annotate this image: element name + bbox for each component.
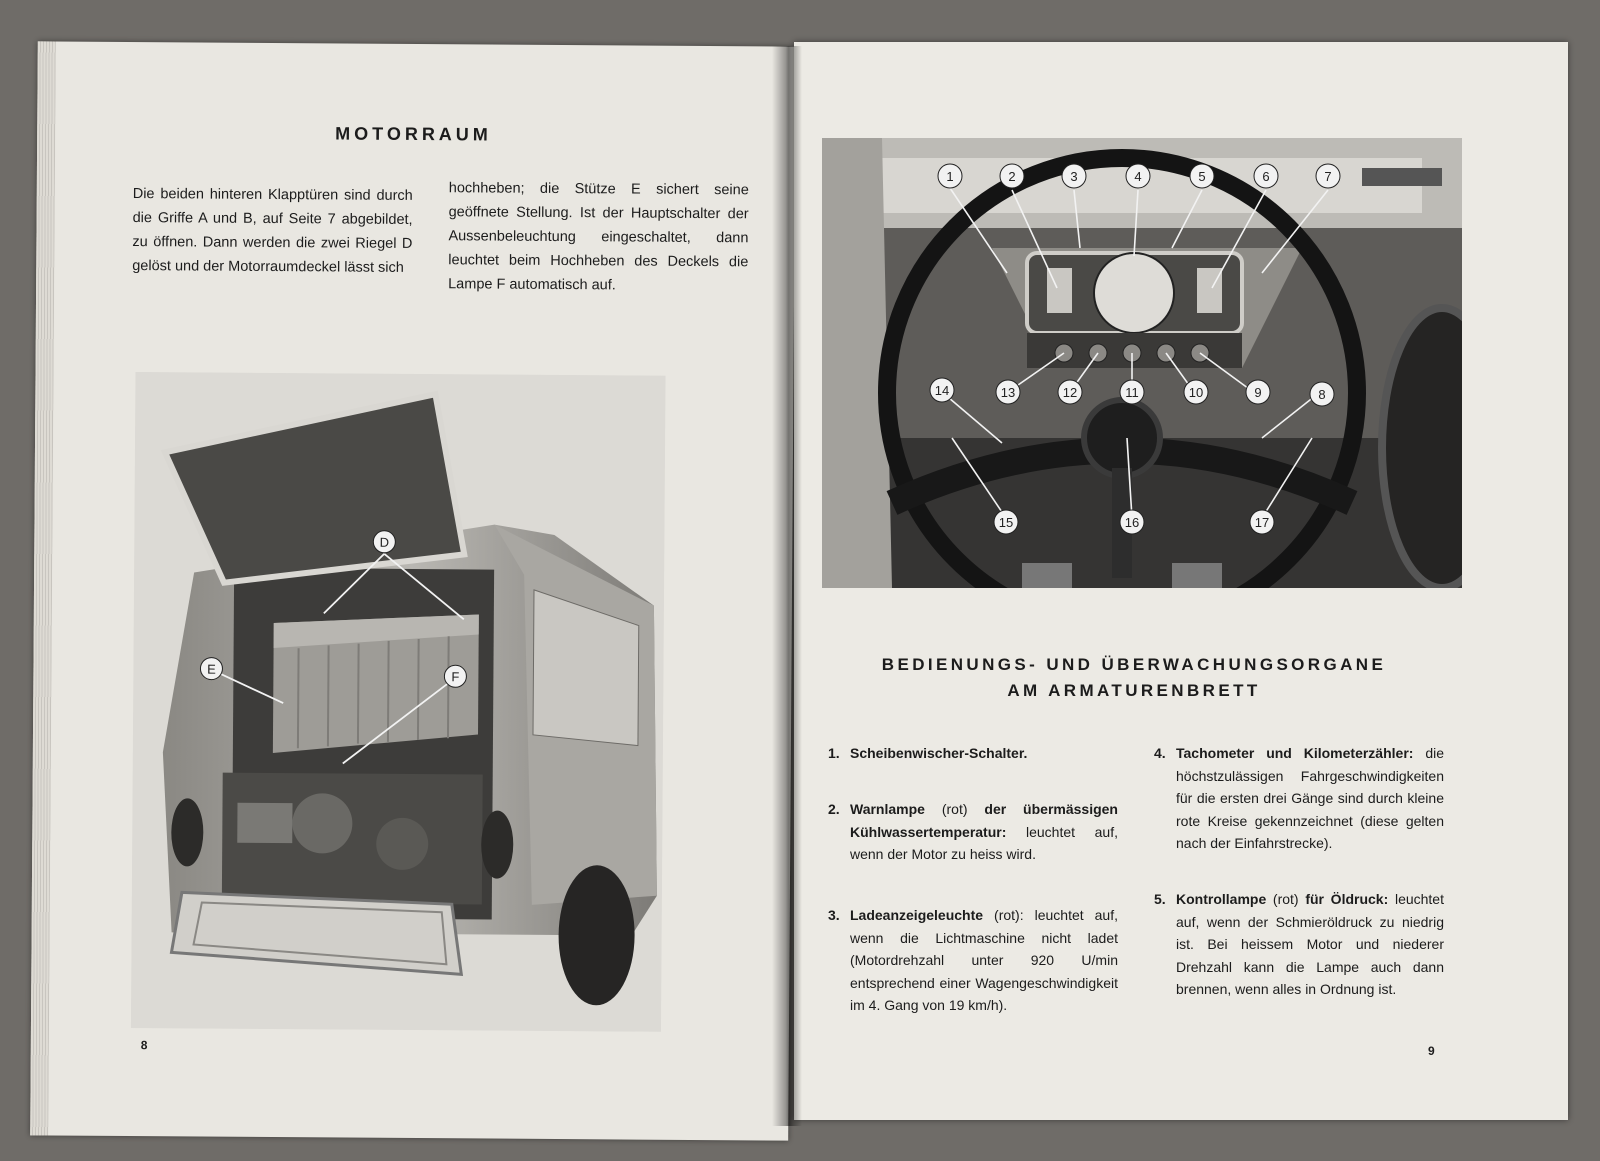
item-heading: Ladeanzeigeleuchte <box>850 907 984 923</box>
dash-label-2 <box>1000 164 1024 188</box>
svg-text:8: 8 <box>1318 387 1326 402</box>
svg-text:12: 12 <box>1062 385 1078 400</box>
svg-text:5: 5 <box>1198 169 1206 184</box>
left-page <box>30 41 796 1140</box>
svg-text:6: 6 <box>1262 169 1270 184</box>
svg-text:15: 15 <box>998 515 1014 530</box>
dash-label-15 <box>994 510 1018 534</box>
intro-text-column-2: hochheben; die Stütze E sichert seine geöffnete Stellung. Ist der Hauptschalter der Aussenbeleuchtung eingeschaltet, dann leuchtet beim Hochheben des Deckels die Lampe F automatisch auf. <box>448 180 749 294</box>
item-text: (rot): leuchtet auf, wenn die Lichtmaschine nicht ladet (Motordrehzahl unter 920 U/min entsprechend einer Wagengeschwindigkeit im 4. Gang von 19 km/h). <box>850 907 1118 1013</box>
dash-label-4 <box>1126 164 1150 188</box>
section-title <box>824 652 1444 704</box>
section-title-line-2: AM ARMATURENBRETT <box>1007 681 1261 700</box>
item-text-2: leuchtet auf, wenn der Schmieröldruck zu niedrig ist. Bei heissem Motor und niederer Drehzahl kann die Lampe auch dann brennen, wenn alles in Ordnung ist. <box>1176 891 1444 997</box>
svg-text:13: 13 <box>1000 385 1016 400</box>
item-heading-2: der übermässigen Kühlwassertemperatur: <box>850 801 1118 840</box>
dash-label-9 <box>1246 380 1270 404</box>
right-page <box>794 42 1568 1120</box>
svg-text:11: 11 <box>1125 385 1139 400</box>
page-number: 8 <box>140 1038 148 1053</box>
svg-text:E: E <box>207 661 216 677</box>
item-number: 1. <box>828 745 840 761</box>
dash-label-10 <box>1184 380 1208 404</box>
item-number: 5. <box>1154 891 1166 907</box>
dash-label-16 <box>1120 510 1144 534</box>
list-item <box>828 742 1118 765</box>
svg-text:F: F <box>451 669 460 685</box>
page-title: MOTORRAUM <box>335 123 492 145</box>
page-number: 9 <box>1428 1044 1435 1058</box>
page-edge <box>30 41 56 1135</box>
svg-text:9: 9 <box>1254 385 1262 400</box>
van-engine-photo <box>131 372 666 1032</box>
svg-text:16: 16 <box>1124 515 1140 530</box>
item-number: 4. <box>1154 745 1166 761</box>
svg-text:2: 2 <box>1008 169 1016 184</box>
item-heading-2: für Öldruck: <box>1305 891 1389 907</box>
svg-text:4: 4 <box>1134 169 1142 184</box>
item-text: die höchstzulässigen Fahrgeschwindigkeiten für die ersten drei Gänge sind durch kleine rote Kreise gekennzeichnet (diese gelten nach der Einfahrstrecke). <box>1176 745 1444 851</box>
svg-text:10: 10 <box>1188 385 1204 400</box>
dash-label-1 <box>938 164 962 188</box>
dash-label-13 <box>996 380 1020 404</box>
dash-label-3 <box>1062 164 1086 188</box>
item-heading: Warnlampe <box>850 801 925 817</box>
photo-label-d <box>373 531 395 553</box>
svg-text:D: D <box>379 534 390 550</box>
dash-label-5 <box>1190 164 1214 188</box>
list-item <box>1154 742 1444 855</box>
svg-text:14: 14 <box>934 383 950 398</box>
svg-text:17: 17 <box>1254 515 1270 530</box>
list-item <box>828 798 1118 866</box>
item-heading: Scheibenwischer-Schalter. <box>850 745 1028 761</box>
dash-label-6 <box>1254 164 1278 188</box>
dashboard-photo <box>822 138 1462 588</box>
svg-text:1: 1 <box>946 169 954 184</box>
item-number: 3. <box>828 907 840 923</box>
item-text: (rot) <box>1266 891 1306 907</box>
photo-label-f <box>444 665 466 687</box>
dash-label-14 <box>930 378 954 402</box>
intro-text-column-1: Die beiden hinteren Klapptüren sind durch die Griffe A und B, auf Seite 7 abgebildet, zu öffnen. Dann werden die zwei Riegel D gelöst und der Motorraumdeckel lässt sich <box>132 186 413 276</box>
section-title-line-1: BEDIENUNGS- UND ÜBERWACHUNGSORGANE <box>881 655 1387 674</box>
item-heading: Kontrollampe <box>1176 891 1267 907</box>
svg-text:3: 3 <box>1070 169 1078 184</box>
item-heading: Tachometer und Kilometerzähler: <box>1176 745 1414 761</box>
item-number: 2. <box>828 801 840 817</box>
dash-label-7 <box>1316 164 1340 188</box>
item-text-2: leuchtet auf, wenn der Motor zu heiss wird. <box>850 823 1118 862</box>
photo-label-e <box>200 658 222 680</box>
list-item <box>828 904 1118 1017</box>
dash-label-8 <box>1310 382 1334 406</box>
dash-label-12 <box>1058 380 1082 404</box>
dash-label-11 <box>1120 380 1144 404</box>
list-item <box>1154 888 1444 1001</box>
dash-label-17 <box>1250 510 1274 534</box>
book-gutter <box>772 46 802 1126</box>
item-text: (rot) <box>924 801 985 817</box>
svg-text:7: 7 <box>1324 169 1332 184</box>
